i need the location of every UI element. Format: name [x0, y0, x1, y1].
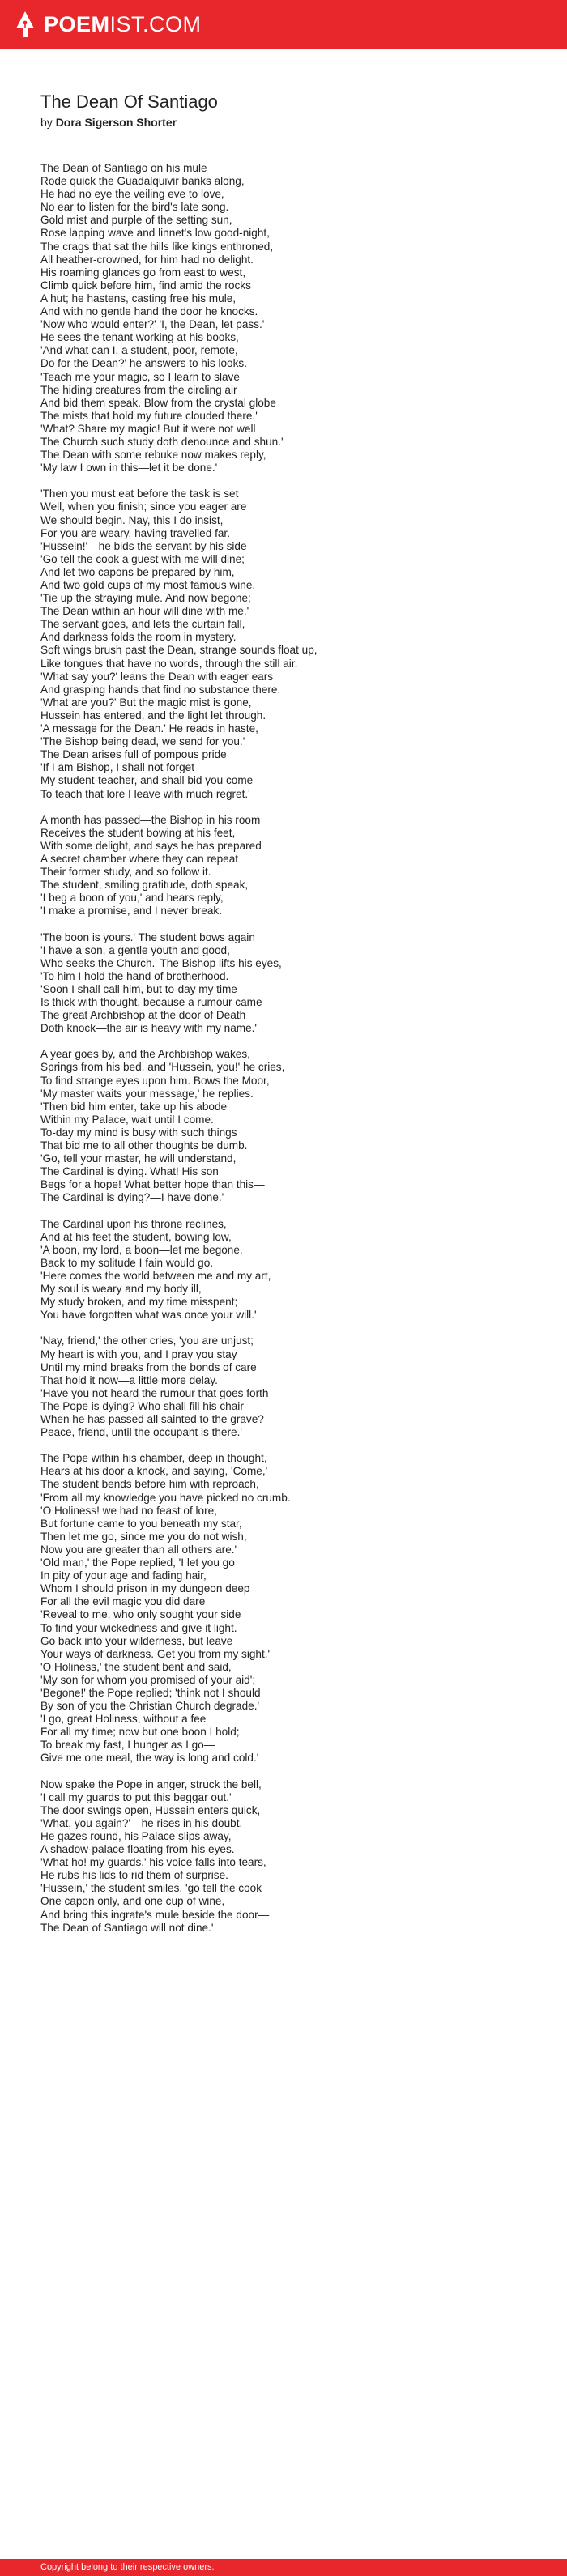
- poem-line: 'Go, tell your master, he will understand,: [40, 1152, 237, 1165]
- poem-line: 'I call my guards to put this beggar out.': [40, 1790, 232, 1803]
- poem-stanza: [40, 1048, 535, 1204]
- poem-line: Hears at his door a knock, and saying, 'Come,': [40, 1465, 268, 1478]
- poem-line: Doth knock—the air is heavy with my name.': [40, 1022, 258, 1035]
- poem-line: To find your wickedness and give it light.: [40, 1621, 237, 1634]
- poem-line: And darkness folds the room in mystery.: [40, 631, 237, 644]
- poem-stanza: [40, 488, 535, 800]
- poem-line: And two gold cups of my most famous wine.: [40, 579, 256, 591]
- poem-line: The great Archbishop at the door of Death: [40, 1009, 246, 1022]
- poem-line: 'From all my knowledge you have picked no crumb.: [40, 1491, 291, 1504]
- poem-line: 'What say you?' leans the Dean with eager ears: [40, 670, 274, 683]
- poem-stanza: [40, 162, 535, 475]
- poem-line: 'Then bid him enter, take up his abode: [40, 1100, 228, 1113]
- poem-line: 'My master waits your message,' he replies.: [40, 1087, 254, 1100]
- poem-line: And let two capons be prepared by him,: [40, 565, 235, 578]
- author-name[interactable]: Dora Sigerson Shorter: [55, 116, 177, 129]
- poem-line: 'To him I hold the hand of brotherhood.: [40, 969, 229, 982]
- poem-line: A shadow-palace floating from his eyes.: [40, 1843, 235, 1856]
- poem-line: All heather-crowned, for him had no delight.: [40, 253, 254, 266]
- poem-line: 'Then you must eat before the task is set: [40, 488, 239, 500]
- poem-line: And at his feet the student, bowing low,: [40, 1230, 232, 1243]
- poem-line: The crags that sat the hills like kings enthroned,: [40, 240, 274, 253]
- poem-line: Springs from his bed, and 'Hussein, you!' he cries,: [40, 1061, 285, 1074]
- poem-line: He sees the tenant working at his books,: [40, 331, 239, 344]
- quill-nib-icon: [15, 11, 36, 38]
- poem-line: My study broken, and my time misspent;: [40, 1296, 238, 1309]
- poem-line: And bring this ingrate's mule beside the door—: [40, 1908, 270, 1921]
- poem-line: 'My son for whom you promised of your aid';: [40, 1673, 256, 1686]
- poem-title: The Dean Of Santiago: [40, 92, 218, 112]
- poem-line: Is thick with thought, because a rumour came: [40, 996, 262, 1008]
- poem-line: Give me one meal, the way is long and cold.': [40, 1752, 259, 1765]
- poem-line: Now spake the Pope in anger, struck the bell,: [40, 1778, 262, 1790]
- poem-line: A hut; he hastens, casting free his mule,: [40, 292, 237, 304]
- poem-line: A year goes by, and the Archbishop wakes,: [40, 1048, 250, 1061]
- poem-line: The Cardinal upon his throne reclines,: [40, 1217, 227, 1230]
- poem-line: And with no gentle hand the door he knocks.: [40, 305, 258, 318]
- poem-line: Well, when you finish; since you eager are: [40, 500, 247, 513]
- poem-line: 'Tie up the straying mule. And now begone;: [40, 592, 251, 605]
- poem-line: Within my Palace, wait until I come.: [40, 1113, 214, 1126]
- poem-line: No ear to listen for the bird's late song.: [40, 201, 229, 214]
- poem-line: 'I have a son, a gentle youth and good,: [40, 943, 230, 956]
- poem-line: 'O Holiness,' the student bent and said,: [40, 1660, 232, 1673]
- poem-line: 'The boon is yours.' The student bows again: [40, 930, 255, 943]
- poem-line: To-day my mind is busy with such things: [40, 1126, 237, 1139]
- poem-line: 'Here comes the world between me and my art,: [40, 1269, 271, 1282]
- poem-line: 'Soon I shall call him, but to-day my time: [40, 982, 237, 995]
- poem-line: 'A boon, my lord, a boon—let me begone.: [40, 1243, 243, 1256]
- poem-line: 'Now who would enter?' 'I, the Dean, let pass.': [40, 318, 265, 331]
- poem-line: 'And what can I, a student, poor, remote,: [40, 344, 238, 357]
- site-logo[interactable]: [15, 10, 202, 39]
- poem-line: The Cardinal is dying. What! His son: [40, 1165, 219, 1178]
- poem-line: The Pope is dying? Who shall fill his chair: [40, 1399, 244, 1412]
- poem-line: 'Go tell the cook a guest with me will dine;: [40, 552, 245, 565]
- poem-line: 'Nay, friend,' the other cries, 'you are unjust;: [40, 1335, 254, 1348]
- poem-line: Back to my solitude I fain would go.: [40, 1256, 214, 1269]
- poem-line: The student, smiling gratitude, doth speak,: [40, 879, 249, 892]
- poem-line: For you are weary, having travelled far.: [40, 526, 230, 539]
- logo-text-bold: POEM: [44, 12, 110, 36]
- poem-line: 'Old man,' the Pope replied, 'I let you go: [40, 1556, 235, 1569]
- poem-line: By son of you the Christian Church degrade.': [40, 1700, 260, 1713]
- poem-line: 'The Bishop being dead, we send for you.': [40, 735, 245, 748]
- poem-line: And bid them speak. Blow from the crystal globe: [40, 396, 276, 409]
- poem-line: Your ways of darkness. Get you from my sight.': [40, 1647, 271, 1660]
- poem-line: 'Begone!' the Pope replied; 'think not I should: [40, 1686, 261, 1699]
- poem-line: 'What, you again?'—he rises in his doubt.: [40, 1816, 243, 1829]
- poem-line: We should begin. Nay, this I do insist,: [40, 513, 224, 526]
- poem-body: [40, 162, 535, 1935]
- copyright-text: Copyright belong to their respective owners.: [40, 2562, 215, 2572]
- poem-line: Gold mist and purple of the setting sun,: [40, 214, 232, 227]
- poem-line: His roaming glances go from east to west,: [40, 266, 246, 279]
- poem-line: Whom I should prison in my dungeon deep: [40, 1582, 250, 1595]
- poem-line: A secret chamber where they can repeat: [40, 852, 239, 865]
- poem-line: A month has passed—the Bishop in his room: [40, 813, 261, 826]
- poem-line: The Dean with some rebuke now makes reply,: [40, 449, 266, 462]
- poem-line: 'Hussein,' the student smiles, 'go tell the cook: [40, 1882, 262, 1895]
- poem-line: 'What are you?' But the magic mist is gone,: [40, 696, 252, 709]
- poem-line: Then let me go, since me you do not wish,: [40, 1530, 247, 1543]
- poem-line: My soul is weary and my body ill,: [40, 1283, 202, 1296]
- poem-line: That hold it now—a little more delay.: [40, 1373, 218, 1386]
- poem-stanza: [40, 1778, 535, 1935]
- poem-line: That bid me to all other thoughts be dumb.: [40, 1139, 248, 1152]
- poem-line: Do for the Dean?' he answers to his looks.: [40, 357, 247, 370]
- poem-line: 'O Holiness! we had no feast of lore,: [40, 1504, 217, 1517]
- poem-line: The student bends before him with reproach,: [40, 1478, 259, 1491]
- poem-line: The Pope within his chamber, deep in thought,: [40, 1452, 267, 1465]
- poem-line: 'I make a promise, and I never break.: [40, 905, 222, 918]
- poem-line: Hussein has entered, and the light let through.: [40, 709, 266, 722]
- poem-line: The mists that hold my future clouded there.': [40, 409, 258, 422]
- poem-line: 'Reveal to me, who only sought your side: [40, 1608, 241, 1621]
- logo-text-thin: IST.COM: [109, 12, 202, 36]
- site-header: [0, 0, 567, 49]
- poem-line: He had no eye the veiling eve to love,: [40, 188, 224, 201]
- poem-line: The Church such study doth denounce and shun.': [40, 435, 284, 448]
- poem-line: In pity of your age and fading hair,: [40, 1569, 207, 1582]
- poem-line: Rode quick the Guadalquivir banks along,: [40, 175, 245, 188]
- site-footer: [0, 2559, 567, 2576]
- poem-line: Peace, friend, until the occupant is there.': [40, 1426, 242, 1439]
- poem-line: 'I beg a boon of you,' and hears reply,: [40, 892, 224, 905]
- poem-line: 'Have you not heard the rumour that goes forth—: [40, 1386, 280, 1399]
- poem-line: You have forgotten what was once your will.': [40, 1309, 257, 1322]
- poem-line: 'My law I own in this—let it be done.': [40, 462, 218, 475]
- poem-line: For all my time; now but one boon I hold;: [40, 1726, 240, 1739]
- poem-line: 'What? Share my magic! But it were not well: [40, 422, 256, 435]
- poem-line: Their former study, and so follow it.: [40, 866, 211, 879]
- poem-line: One capon only, and one cup of wine,: [40, 1895, 225, 1908]
- byline-prefix: by: [40, 116, 53, 129]
- poem-line: 'A message for the Dean.' He reads in haste,: [40, 722, 258, 735]
- poem-line: For all the evil magic you did dare: [40, 1595, 206, 1608]
- poem-line: The servant goes, and lets the curtain fall,: [40, 618, 245, 631]
- poem-stanza: [40, 1335, 535, 1439]
- poem-line: Now you are greater than all others are.': [40, 1543, 237, 1556]
- poem-line: 'Hussein!'—he bids the servant by his side—: [40, 539, 258, 552]
- poem-line: Like tongues that have no words, through the still air.: [40, 657, 298, 670]
- poem-line: But fortune came to you beneath my star,: [40, 1517, 242, 1530]
- poem-line: To break my fast, I hunger as I go—: [40, 1739, 215, 1752]
- poem-line: The hiding creatures from the circling air: [40, 383, 237, 396]
- poem-stanza: [40, 1218, 535, 1322]
- poem-line: He gazes round, his Palace slips away,: [40, 1830, 232, 1842]
- poem-line: To find strange eyes upon him. Bows the Moor,: [40, 1074, 270, 1087]
- poem-line: My heart is with you, and I pray you stay: [40, 1348, 237, 1360]
- poem-line: The Cardinal is dying?—I have done.': [40, 1191, 224, 1204]
- poem-line: Who seeks the Church.' The Bishop lifts his eyes,: [40, 956, 282, 969]
- poem-container: [40, 92, 535, 1948]
- poem-line: And grasping hands that find no substance there.: [40, 683, 281, 696]
- poem-line: He rubs his lids to rid them of surprise.: [40, 1869, 228, 1882]
- poem-line: Soft wings brush past the Dean, strange sounds float up,: [40, 644, 318, 657]
- poem-line: 'I go, great Holiness, without a fee: [40, 1713, 207, 1726]
- poem-line: Rose lapping wave and linnet's low good-night,: [40, 227, 270, 240]
- poem-line: The Dean of Santiago on his mule: [40, 162, 207, 174]
- poem-stanza: [40, 814, 535, 918]
- poem-line: 'Teach me your magic, so I learn to slave: [40, 370, 240, 383]
- poem-line: 'If I am Bishop, I shall not forget: [40, 761, 194, 774]
- poem-line: The Dean of Santiago will not dine.': [40, 1921, 214, 1934]
- poem-stanza: [40, 931, 535, 1036]
- poem-line: Until my mind breaks from the bonds of care: [40, 1360, 257, 1373]
- poem-line: The Dean arises full of pompous pride: [40, 748, 227, 761]
- poem-line: 'What ho! my guards,' his voice falls into tears,: [40, 1856, 266, 1869]
- poem-line: The door swings open, Hussein enters quick,: [40, 1803, 261, 1816]
- site-logo-text: [44, 10, 202, 39]
- poem-line: With some delight, and says he has prepared: [40, 839, 262, 852]
- poem-line: When he has passed all sainted to the grave?: [40, 1413, 264, 1425]
- poem-line: My student-teacher, and shall bid you come: [40, 774, 254, 787]
- poem-line: Climb quick before him, find amid the rocks: [40, 279, 251, 292]
- poem-stanza: [40, 1452, 535, 1765]
- poem-line: Receives the student bowing at his feet,: [40, 826, 236, 839]
- poem-line: Go back into your wilderness, but leave: [40, 1634, 233, 1647]
- byline: [40, 115, 535, 130]
- poem-line: The Dean within an hour will dine with me.': [40, 605, 249, 618]
- poem-line: Begs for a hope! What better hope than this—: [40, 1178, 265, 1191]
- poem-line: To teach that lore I leave with much regret.': [40, 787, 250, 800]
